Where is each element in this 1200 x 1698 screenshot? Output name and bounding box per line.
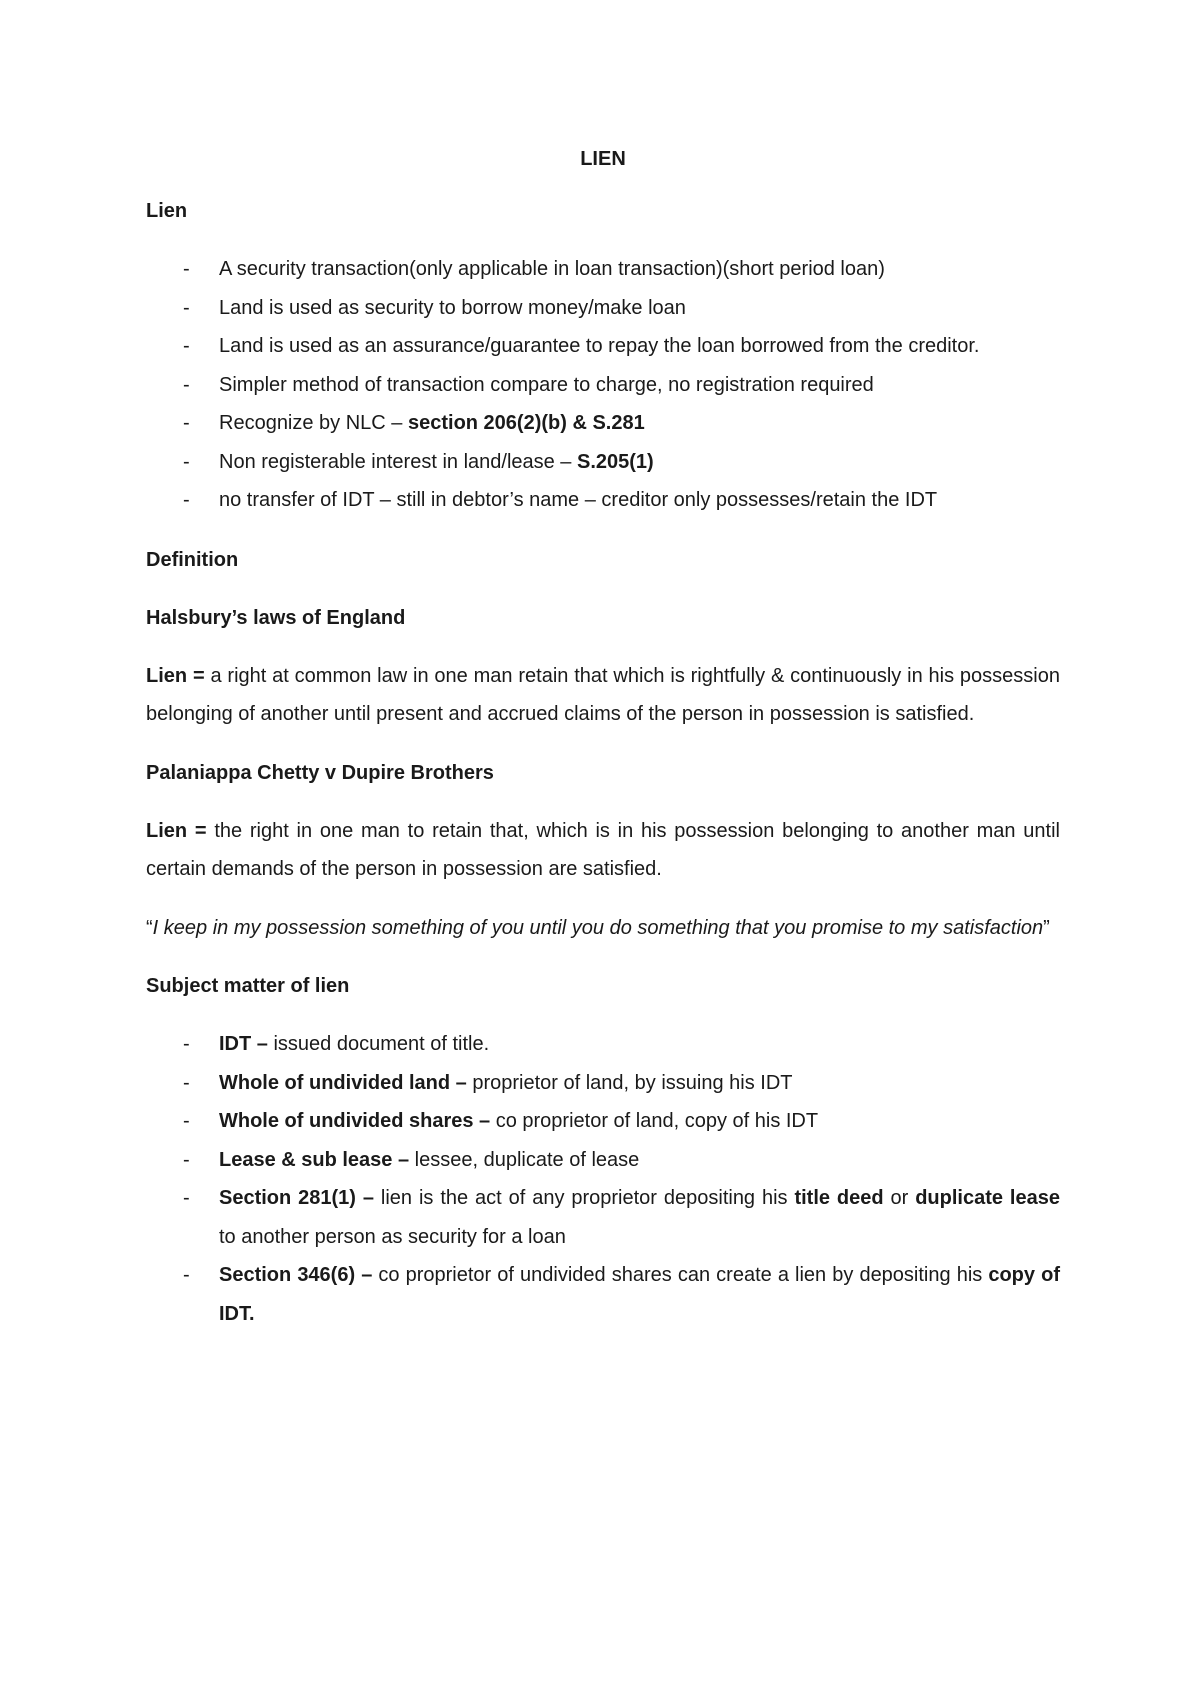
- dash-bullet: -: [183, 1071, 190, 1094]
- list-item: - Lease & sub lease – lessee, duplicate of lease: [146, 1141, 1060, 1180]
- list-item: - A security transaction(only applicable in loan transaction)(short period loan): [146, 250, 1060, 289]
- lien-list: [146, 250, 1060, 520]
- subject-matter-heading: Subject matter of lien: [146, 975, 350, 997]
- list-item: - Land is used as an assurance/guarantee to repay the loan borrowed from the creditor.: [146, 327, 1060, 366]
- definition-term: Lien =: [146, 819, 207, 842]
- list-item: - Land is used as security to borrow money/make loan: [146, 289, 1060, 328]
- list-item: - IDT – issued document of title.: [146, 1025, 1060, 1064]
- section-reference: section 206(2)(b) & S.281: [407, 412, 645, 434]
- dash-bullet: -: [183, 450, 190, 473]
- list-item: - no transfer of IDT – still in debtor’s name – creditor only possesses/retain the IDT: [146, 481, 1060, 520]
- dash-bullet: -: [183, 1264, 190, 1286]
- lien-heading: Lien: [146, 200, 188, 222]
- document-title: LIEN: [580, 148, 626, 170]
- dash-bullet: -: [183, 489, 190, 511]
- list-item: - Whole of undivided shares – co proprietor of land, copy of his IDT: [146, 1102, 1060, 1141]
- subject-matter-list: [146, 1025, 1060, 1333]
- definition-heading: Definition: [146, 548, 239, 571]
- palaniappa-definition: Lien = the right in one man to retain that, which is in his possession belonging to another man until certain demands of the person in possession are satisfied.: [146, 819, 1060, 880]
- list-item: - Recognize by NLC – section 206(2)(b) & S.281: [146, 404, 1060, 443]
- dash-bullet: -: [183, 412, 190, 434]
- dash-bullet: -: [183, 296, 190, 319]
- dash-bullet: -: [183, 1033, 190, 1055]
- dash-bullet: -: [183, 1110, 190, 1132]
- list-item: - Non registerable interest in land/lease – S.205(1): [146, 443, 1060, 482]
- halsbury-definition: Lien = a right at common law in one man retain that which is rightfully & continuously in his possession belonging of another until present and accrued claims of the person in possession is satisfied.: [146, 664, 1060, 725]
- lien-quote: “I keep in my possession something of you until you do something that you promise to my satisfaction”: [146, 916, 1050, 939]
- dash-bullet: -: [183, 373, 190, 396]
- document-page: [146, 140, 1060, 1354]
- section-reference: S.205(1): [577, 450, 654, 473]
- list-item: - Section 346(6) – co proprietor of undivided shares can create a lien by depositing his copy of IDT.: [146, 1256, 1060, 1333]
- dash-bullet: -: [183, 1187, 190, 1209]
- palaniappa-heading: Palaniappa Chetty v Dupire Brothers: [146, 761, 494, 784]
- list-item: - Section 281(1) – lien is the act of any proprietor depositing his title deed or duplicate lease to another person as security for a loan: [146, 1179, 1060, 1256]
- definition-term: Lien =: [146, 664, 205, 687]
- list-item: - Whole of undivided land – proprietor of land, by issuing his IDT: [146, 1064, 1060, 1103]
- dash-bullet: -: [183, 258, 190, 280]
- halsbury-heading: Halsbury’s laws of England: [146, 606, 406, 629]
- dash-bullet: -: [183, 1148, 190, 1171]
- dash-bullet: -: [183, 335, 190, 357]
- list-item: - Simpler method of transaction compare to charge, no registration required: [146, 366, 1060, 405]
